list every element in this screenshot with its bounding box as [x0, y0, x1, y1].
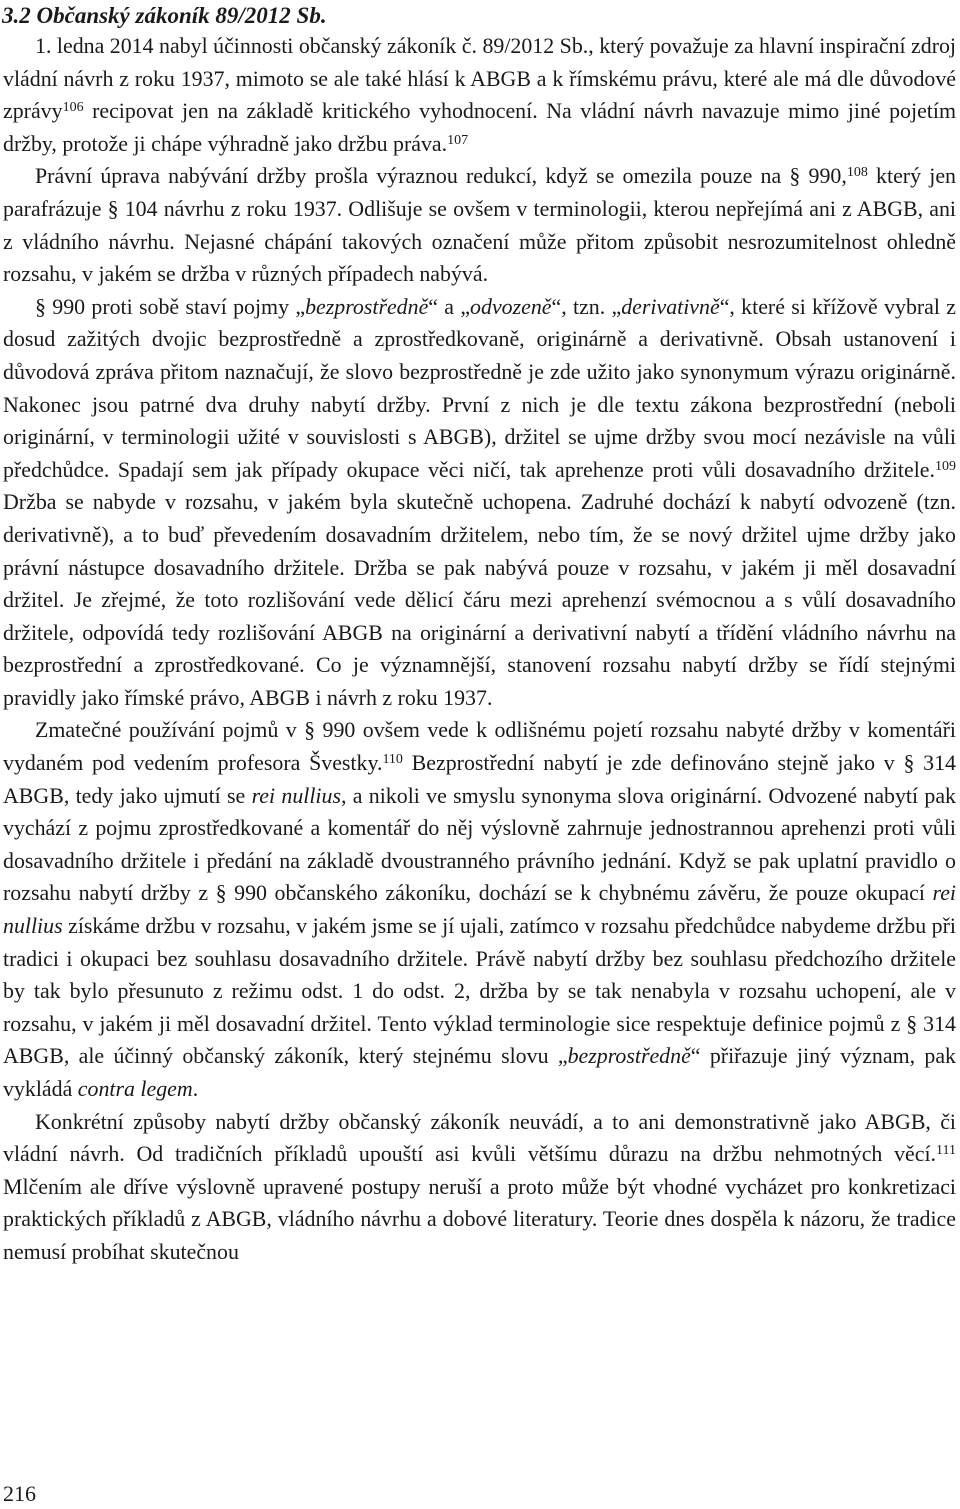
text-run: Držba se nabyde v rozsahu, v jakém byla skutečně uchopena. Zadruhé dochází k nabytí odvozeně (tzn. derivativně), a to buď převedením dosavadním držitelem, nebo tím, že se nový držitel ujme držby jako právní nástupce dosavadního držitele. Držba se pak nabývá pouze v rozsahu, v jakém ji měl dosavadní držitel. Je zřejmé, že toto rozlišování vede dělicí čáru mezi aprehenzí svémocnou a s vůlí dosavadního držitele, odpovídá tedy rozlišování ABGB na originární a derivativní nabytí a třídění vládního návrhu na bezprostřední a zprostředkované. Co je významnější, stanovení rozsahu nabytí držby se řídí stejnými pravidly jako římské právo, ABGB i návrh z roku 1937.	[3, 489, 956, 710]
footnote-ref-107: 107	[447, 132, 469, 148]
footnote-ref-111: 111	[936, 1143, 956, 1159]
text-run: který jen parafrázuje § 104 návrhu z roku 1937. Odlišuje se ovšem v terminologii, kterou nepřejímá ani z ABGB, ani z vládního návrhu. Nejasné chápání takových označení může přitom způsobit nesrozumitelnost ohledně rozsahu, v jakém se držba v různých případech nabývá.	[3, 163, 956, 287]
text-run: 1. ledna 2014 nabyl účinnosti občanský zákoník č. 89/2012 Sb., který považuje za hlavní inspirační zdroj vládní návrh z roku 1937, mimoto se ale také hlásí k ABGB a k římskému právu, které ale má dle důvodové zprávy	[3, 33, 957, 124]
italic-term: bezprostředně	[305, 293, 429, 319]
text-run: Bezprostřední nabytí je zde definováno stejně jako v § 314 ABGB, tedy jako ujmutí se	[3, 750, 956, 808]
text-run: , a nikoli ve smyslu synonyma slova originární. Odvozené nabytí pak vychází z pojmu zprostředkované a komentář do něj výslovně zahrnuje jednostrannou aprehenzi proti vůli dosavadního držitele i předání na základě dvoustranného právního jednání. Když se pak uplatní pravidlo o rozsahu nabytí držby z § 990 občanského zákoníku, dochází se k chybnému závěru, že pouze okupací	[3, 782, 957, 906]
text-run: “ přiřazuje jiný význam, pak vykládá	[3, 1043, 957, 1101]
footnote-ref-110: 110	[382, 752, 403, 768]
page-number: 216	[3, 1481, 36, 1506]
text-run: získáme držbu v rozsahu, v jakém jsme se jí ujali, zatímco v rozsahu předchůdce nabydeme držbu při tradici i okupaci bez souhlasu dosavadního držitele. Právě nabytí držby bez souhlasu předchozího držitele by tak bylo přesunuto z režimu odst. 1 do odst. 2, držba by se tak nenabyla v rozsahu uchopení, ale v rozsahu, v jakém ji měl dosavadní držitel. Tento výklad terminologie sice respektuje definice pojmů z § 314 ABGB, ale účinný občanský zákoník, který stejnému slovu „	[3, 913, 956, 1069]
italic-term: bezprostředně	[567, 1043, 691, 1069]
text-run: Právní úprava nabývání držby prošla výraznou redukcí, když se omezila pouze na § 990,	[35, 163, 847, 189]
text-run: .	[192, 1076, 199, 1101]
text-run: “ a „	[428, 293, 471, 319]
italic-term: odvozeně	[470, 293, 552, 319]
text-run: recipovat jen na základě kritického vyhodnocení. Na vládní návrh navazuje mimo jiné pojetím držby, protože ji chápe výhradně jako držbu práva.	[3, 98, 956, 156]
footnote-ref-106: 106	[62, 100, 84, 116]
body-text	[3, 30, 956, 1269]
paragraph-3	[3, 291, 956, 715]
paragraph-5	[3, 1106, 956, 1269]
section-heading: 3.2 Občanský zákoník 89/2012 Sb.	[2, 3, 327, 28]
paragraph-1	[3, 30, 956, 160]
italic-term: contra legem	[77, 1076, 193, 1101]
italic-term: rei nullius	[3, 880, 956, 939]
text-run: “, které si křížově vybral z dosud zažitých dvojic bezprostředně a zprostředkovaně, originárně a derivativně. Obsah ustanovení i důvodová zpráva přitom naznačují, že slovo bezprostředně je zde užito jako synonymum výrazu originárně. Nakonec jsou patrné dva druhy nabytí držby. První z nich je dle textu zákona bezprostřední (neboli originární, v terminologii užité v souvislosti s ABGB), držitel se ujme držby svou mocí nezávisle na vůli předchůdce. Spadají sem jak případy okupace věci ničí, tak aprehenze proti vůli dosavadního držitele.	[3, 293, 956, 482]
paragraph-4	[3, 714, 956, 1105]
footnote-ref-109: 109	[935, 458, 956, 474]
paragraph-2	[3, 160, 956, 290]
italic-term: derivativně	[621, 293, 720, 319]
text-run: Mlčením ale dříve výslovně upravené postupy neruší a proto může být vhodné vycházet pro konkretizaci praktických příkladů z ABGB, vládního návrhu a dobové literatury. Teorie dnes dospěla k názoru, že tradice nemusí probíhat skutečnou	[3, 1173, 956, 1264]
italic-term: rei nullius	[251, 782, 341, 808]
text-run: Konkrétní způsoby nabytí držby občanský zákoník neuvádí, a to ani demonstrativně jako ABGB, či vládní návrh. Od tradičních příkladů upouští asi kvůli většímu důrazu na držbu nehmotných věcí.	[3, 1108, 956, 1167]
footnote-ref-108: 108	[846, 165, 868, 181]
text-run: § 990 proti sobě staví pojmy „	[35, 293, 306, 319]
text-run: “, tzn. „	[551, 293, 622, 319]
text-run: Zmatečné používání pojmů v § 990 ovšem vede k odlišnému pojetí rozsahu nabyté držby v komentáři vydaném pod vedením profesora Švestky.	[3, 717, 956, 776]
